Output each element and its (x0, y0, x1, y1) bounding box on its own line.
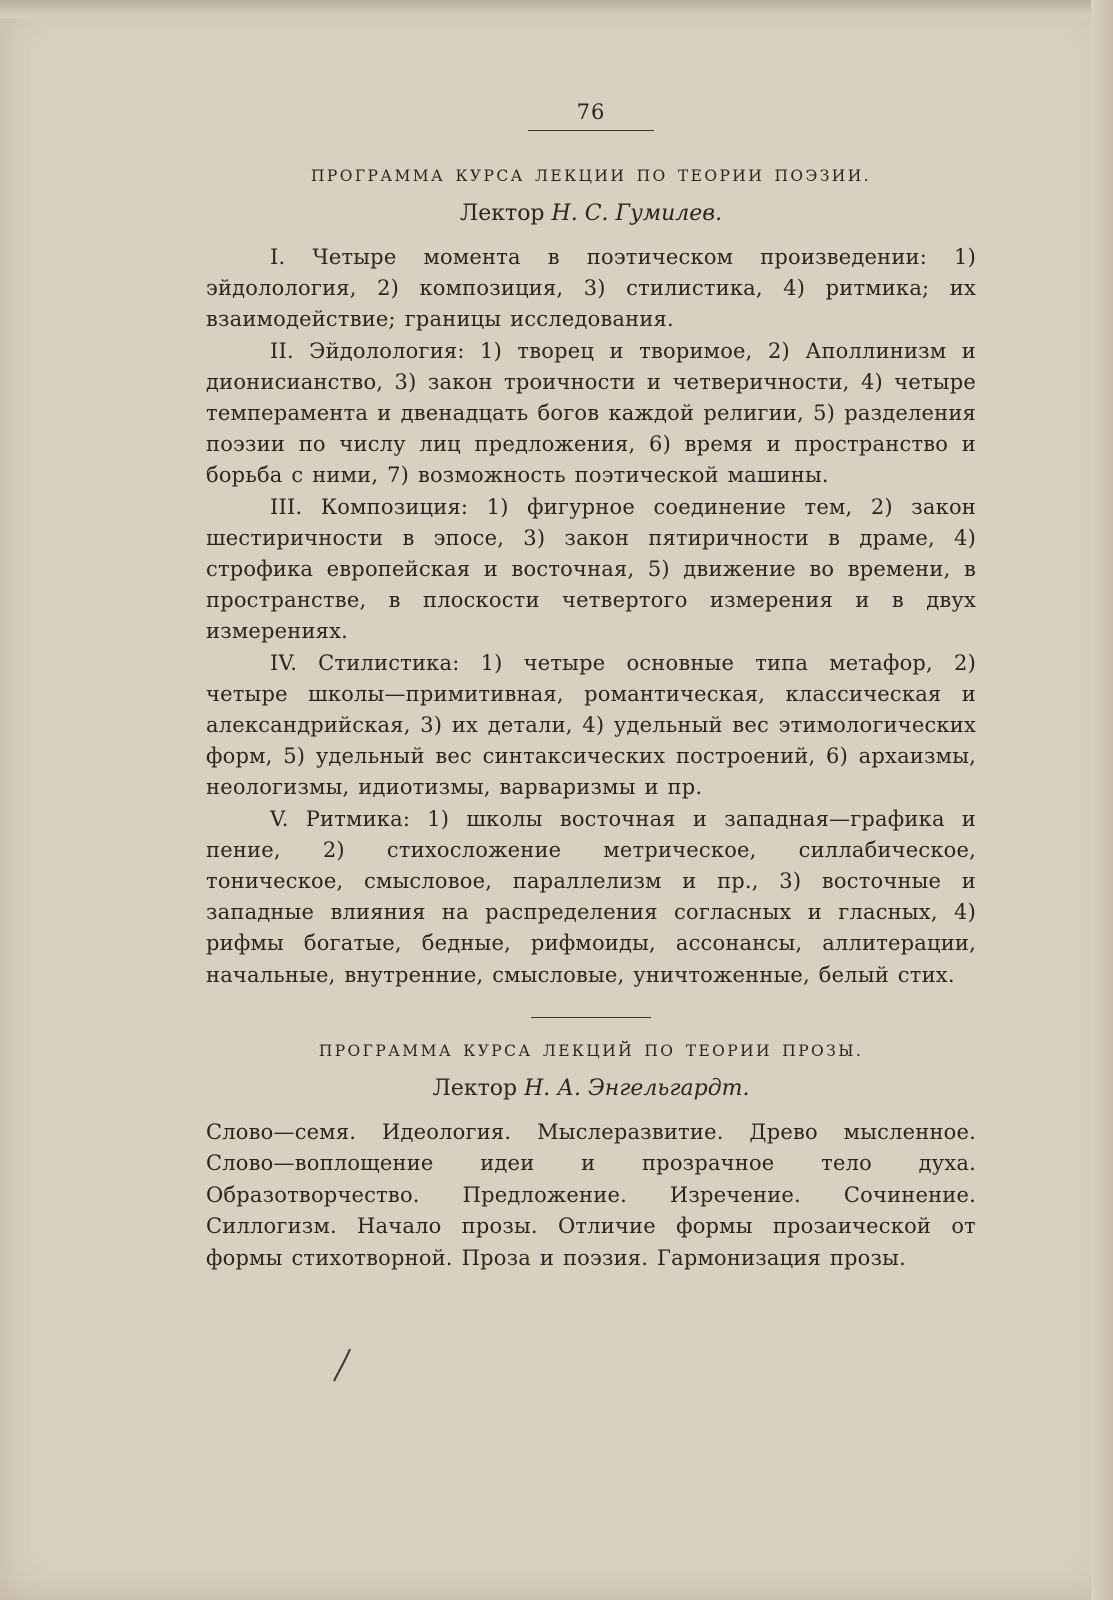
poetry-section-heading: ПРОГРАММА КУРСА ЛЕКЦИИ ПО ТЕОРИИ ПОЭЗИИ. (311, 167, 871, 185)
poetry-paragraph-3: III. Композиция: 1) фигурное соединение тем, 2) закон шестиричности в эпосе, 3) закон пятиричности в драме, 4) строфика европейская и восточная, 5) движение во времени, в пространстве, в плоскости четвертого измерения и в двух измерениях. (206, 494, 976, 644)
poetry-paragraph-4: IV. Стилистика: 1) четыре основные типа метафор, 2) четыре школы—примитивная, романтическая, классическая и александрийская, 3) их детали, 4) удельный вес этимологических форм, 5) удельный вес синтаксических построений, 6) архаизмы, неологизмы, идиотизмы, варваризмы и пр. (206, 650, 976, 800)
page-number: 76 (576, 100, 606, 124)
page-right-edge (1091, 0, 1113, 1600)
prose-lector-line (206, 1076, 976, 1101)
prose-lector-name: Н. А. Энгельгардт. (524, 1075, 750, 1101)
poetry-paragraph-1: I. Четыре момента в поэтическом произведении: 1) эйдолология, 2) композиция, 3) стилистика, 4) ритмика; их взаимодействие; границы исследования. (206, 245, 976, 332)
poetry-lector-line (206, 201, 976, 226)
prose-section-heading: ПРОГРАММА КУРСА ЛЕКЦИЙ ПО ТЕОРИИ ПРОЗЫ. (318, 1041, 864, 1060)
poetry-lector-prefix: Лектор (459, 201, 545, 226)
text-column (206, 100, 976, 1274)
pencil-mark-icon (330, 1345, 354, 1385)
prose-lector-prefix: Лектор (432, 1075, 518, 1101)
page-number-rule (528, 130, 654, 131)
page-top-edge (0, 0, 1113, 18)
prose-paragraph: Слово—семя. Идеология. Мыслеразвитие. Древо мысленное. Слово—воплощение идеи и прозрачное тело духа. Образотворчество. Предложение. Изречение. Сочинение. Силлогизм. Начало прозы. Отличие формы прозаической от формы стихотворной. Проза и поэзия. Гармонизация прозы. (206, 1119, 976, 1270)
poetry-paragraph-2: II. Эйдолология: 1) творец и творимое, 2) Аполлинизм и дионисианство, 3) закон троичности и четверичности, 4) четыре темперамента и двенадцать богов каждой религии, 5) разделения поэзии по числу лиц предложения, 6) время и пространство и борьба с ними, 7) возможность поэтической машины. (206, 338, 976, 488)
section-divider-rule (531, 1017, 651, 1018)
poetry-lector-name: Н. С. Гумилев. (551, 201, 723, 226)
poetry-paragraph-5: V. Ритмика: 1) школы восточная и западная—графика и пение, 2) стихосложение метрическое, силлабическое, тоническое, смысловое, параллелизм и пр., 3) восточные и западные влияния на распределения согласных и гласных, 4) рифмы богатые, бедные, рифмоиды, ассонансы, аллитерации, начальные, внутренние, смысловые, уничтоженные, белый стих. (206, 806, 976, 987)
